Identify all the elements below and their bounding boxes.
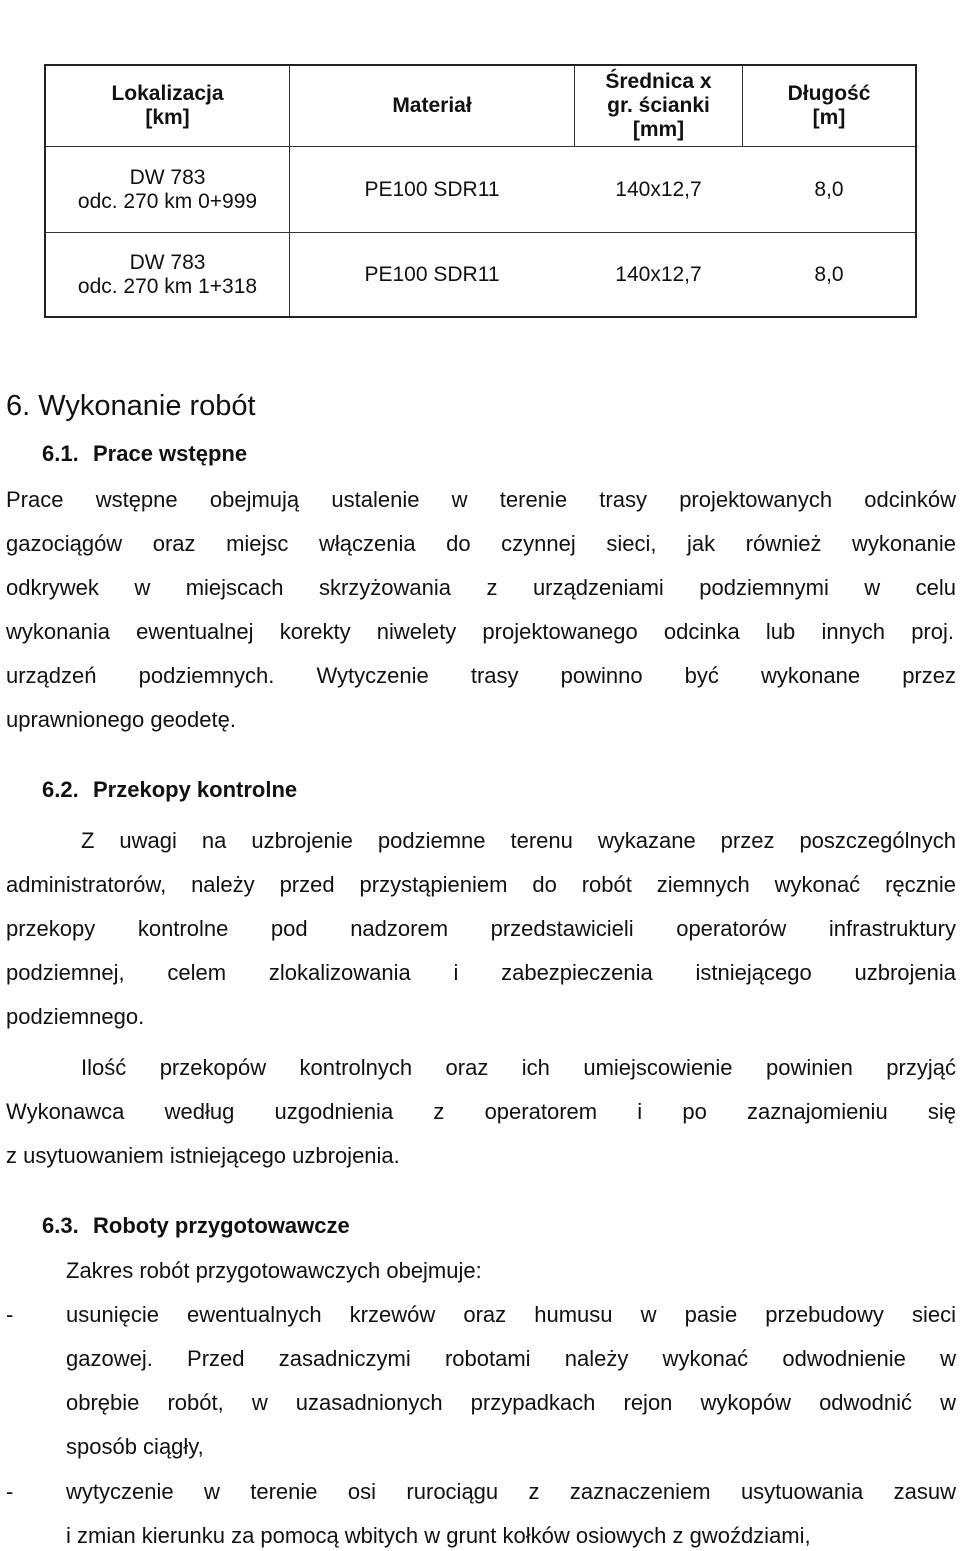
row1-material: PE100 SDR11	[364, 177, 500, 201]
row1-srednica: 140x12,7	[615, 177, 702, 201]
row1-lokalizacja-line1: DW 783	[129, 165, 206, 189]
header-dlugosc	[743, 66, 915, 146]
row1-lokalizacja-line2: odc. 270 km 0+999	[77, 189, 258, 213]
table-row-1-material	[290, 147, 574, 232]
section-6-heading: 6. Wykonanie robót	[6, 390, 256, 422]
header-lokalizacja-line1: Lokalizacja	[111, 82, 224, 105]
s63-bullet1-line: usunięcie ewentualnych krzewów oraz humusu w pasie przebudowy sieci	[66, 1302, 956, 1327]
row2-dlugosc: 8,0	[814, 262, 844, 286]
section-6-2-number: 6.2.	[42, 777, 79, 802]
s62-para1-line: przekopy kontrolne pod nadzorem przedstawicieli operatorów infrastruktury	[6, 916, 956, 941]
s63-bullet1-line: sposób ciągły,	[66, 1434, 204, 1459]
s62-para1-line: administratorów, należy przed przystąpieniem do robót ziemnych wykonać ręcznie	[6, 872, 956, 897]
header-lokalizacja-line2: [km]	[145, 106, 190, 129]
bullet-dash: -	[6, 1302, 14, 1327]
section-6-1-number: 6.1.	[42, 441, 79, 466]
section-6-3-number: 6.3.	[42, 1213, 79, 1238]
header-srednica	[575, 66, 742, 146]
s61-line: gazociągów oraz miejsc włączenia do czynnej sieci, jak również wykonanie	[6, 531, 956, 556]
section-6-3-title: Roboty przygotowawcze	[93, 1213, 350, 1238]
header-srednica-line3: [mm]	[632, 118, 685, 141]
row1-dlugosc: 8,0	[814, 177, 844, 201]
s62-para1-line: podziemnej, celem zlokalizowania i zabezpieczenia istniejącego uzbrojenia	[6, 960, 956, 985]
row2-lokalizacja-line2: odc. 270 km 1+318	[77, 274, 258, 298]
header-lokalizacja	[46, 66, 289, 146]
table-row-1-lokalizacja	[46, 147, 289, 232]
header-srednica-line1: Średnica x	[605, 70, 712, 93]
header-dlugosc-line1: Długość	[787, 82, 871, 105]
row2-lokalizacja-line1: DW 783	[129, 250, 206, 274]
s63-intro: Zakres robót przygotowawczych obejmuje:	[66, 1258, 482, 1283]
s61-line: uprawnionego geodetę.	[6, 707, 236, 732]
section-6-1-title: Prace wstępne	[93, 441, 248, 466]
pipe-specification-table	[44, 64, 917, 318]
table-row-2-srednica	[575, 233, 742, 316]
table-row-1-srednica	[575, 147, 742, 232]
row2-material: PE100 SDR11	[364, 262, 500, 286]
section-6-2-title: Przekopy kontrolne	[93, 777, 298, 802]
s61-line: wykonania ewentualnej korekty niwelety projektowanego odcinka lub innych proj.	[6, 619, 954, 644]
s62-para1-line: Z uwagi na uzbrojenie podziemne terenu wykazane przez poszczególnych	[81, 828, 956, 853]
row2-srednica: 140x12,7	[615, 262, 702, 286]
table-row-1-dlugosc	[743, 147, 915, 232]
header-material-text: Materiał	[392, 94, 472, 117]
section-6-2-heading	[42, 775, 297, 805]
section-6-3-heading	[42, 1211, 350, 1241]
s61-line: Prace wstępne obejmują ustalenie w terenie trasy projektowanych odcinków	[6, 487, 956, 512]
s61-line: urządzeń podziemnych. Wytyczenie trasy powinno być wykonane przez	[6, 663, 956, 688]
table-row-2-material	[290, 233, 574, 316]
s62-para2-line: Wykonawca według uzgodnienia z operatorem i po zaznajomieniu się	[6, 1099, 956, 1124]
s63-bullet1-line: gazowej. Przed zasadniczymi robotami należy wykonać odwodnienie w	[66, 1346, 956, 1371]
s63-bullet2-line: i zmian kierunku za pomocą wbitych w grunt kołków osiowych z gwoździami,	[66, 1523, 811, 1548]
s63-bullet1-line: obrębie robót, w uzasadnionych przypadkach rejon wykopów odwodnić w	[66, 1390, 956, 1415]
s62-para1-line: podziemnego.	[6, 1004, 145, 1029]
header-dlugosc-line2: [m]	[812, 106, 846, 129]
table-row-2-lokalizacja	[46, 233, 289, 316]
s63-bullet2-line: wytyczenie w terenie osi rurociągu z zaznaczeniem usytuowania zasuw	[66, 1479, 956, 1504]
header-material	[290, 66, 574, 146]
section-6-1-heading	[42, 439, 247, 469]
table-row-2-dlugosc	[743, 233, 915, 316]
s61-line: odkrywek w miejscach skrzyżowania z urządzeniami podziemnymi w celu	[6, 575, 956, 600]
s62-para2-line: z usytuowaniem istniejącego uzbrojenia.	[6, 1143, 400, 1168]
s62-para2-line: Ilość przekopów kontrolnych oraz ich umiejscowienie powinien przyjąć	[81, 1055, 956, 1080]
header-srednica-line2: gr. ścianki	[607, 94, 710, 117]
bullet-dash: -	[6, 1479, 14, 1504]
